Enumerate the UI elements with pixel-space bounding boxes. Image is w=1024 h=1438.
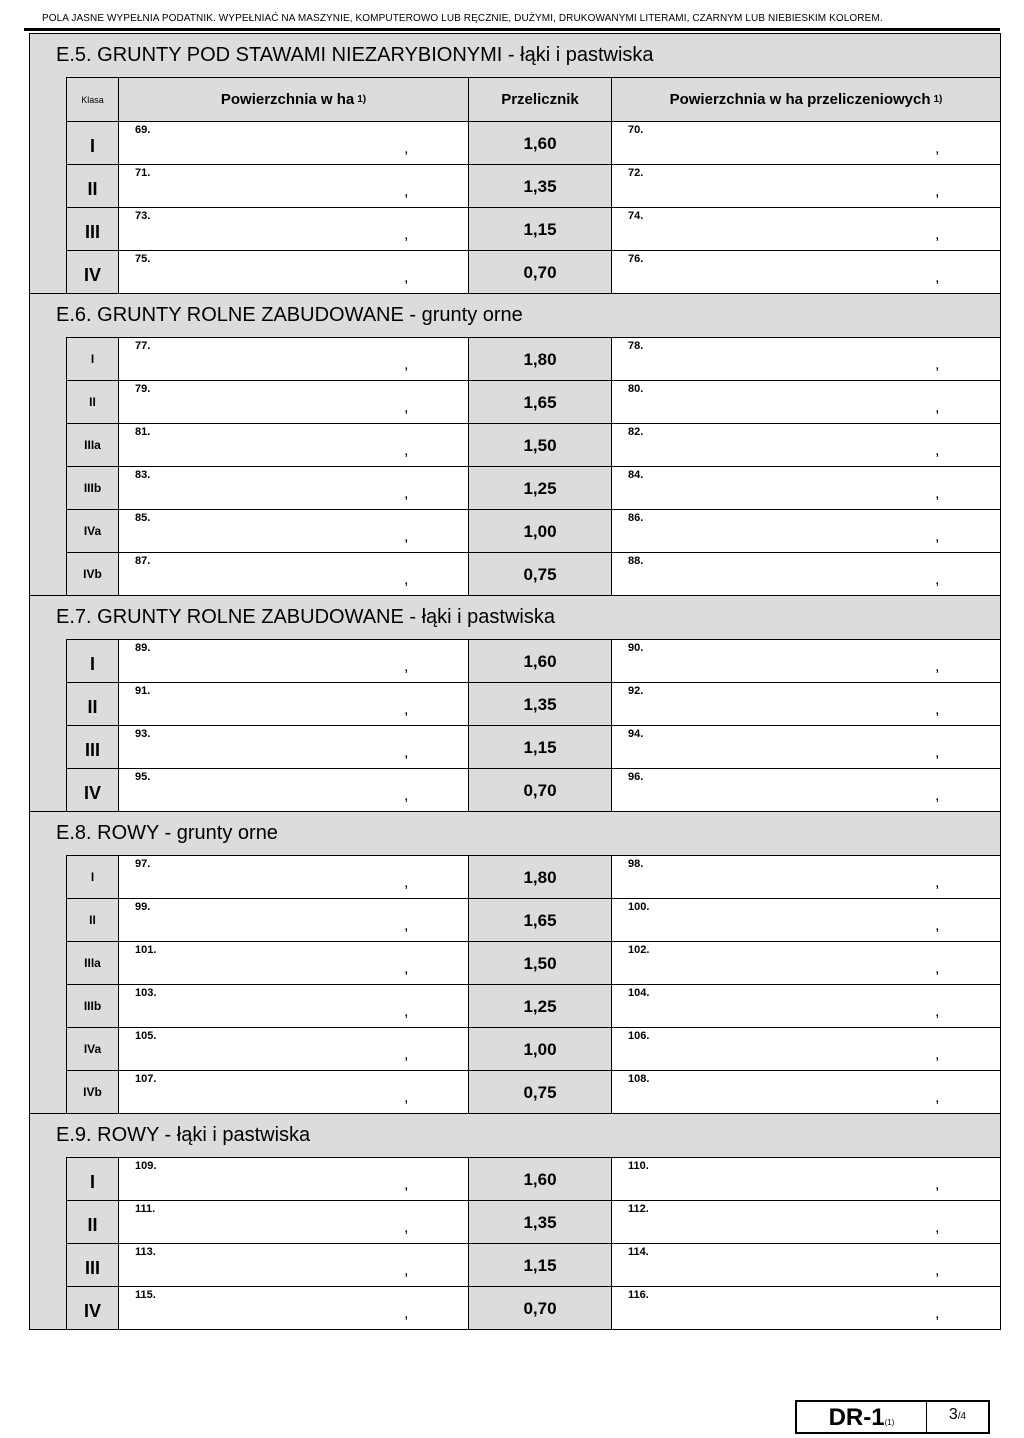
form-part-e <box>29 33 1001 1330</box>
decimal-separator: , <box>404 658 409 675</box>
field-number: 111. <box>135 1203 156 1215</box>
table-row <box>67 380 1000 423</box>
conversion-factor: 1,35 <box>469 1201 612 1243</box>
field-number: 82. <box>628 426 644 438</box>
decimal-separator: , <box>935 269 940 286</box>
converted-area-input-field[interactable] <box>612 769 1000 811</box>
field-number: 77. <box>135 340 151 352</box>
converted-area-input-field[interactable] <box>612 1071 1000 1113</box>
area-input-field[interactable] <box>119 1071 469 1113</box>
decimal-separator: , <box>935 571 940 588</box>
soil-class: IVa <box>67 1028 119 1070</box>
decimal-separator: , <box>935 874 940 891</box>
field-number: 70. <box>628 124 644 136</box>
field-number: 96. <box>628 771 644 783</box>
section-table <box>67 639 1000 811</box>
soil-class: II <box>67 899 119 941</box>
area-input-field[interactable] <box>119 856 469 898</box>
conversion-factor: 0,75 <box>469 1071 612 1113</box>
section-body <box>30 1157 1000 1329</box>
field-number: 108. <box>628 1073 650 1085</box>
decimal-separator: , <box>935 1305 940 1322</box>
page-total: /4 <box>957 1411 967 1422</box>
field-number: 114. <box>628 1246 649 1258</box>
decimal-separator: , <box>935 917 940 934</box>
area-input-field[interactable] <box>119 1201 469 1243</box>
field-number: 105. <box>135 1030 157 1042</box>
soil-class: II <box>67 165 119 207</box>
field-number: 113. <box>135 1246 156 1258</box>
area-input-field[interactable] <box>119 1028 469 1070</box>
table-row <box>67 337 1000 380</box>
soil-class: IV <box>67 769 119 811</box>
decimal-separator: , <box>404 485 409 502</box>
soil-class: I <box>67 640 119 682</box>
field-number: 90. <box>628 642 644 654</box>
decimal-separator: , <box>404 917 409 934</box>
section-indent <box>30 1157 67 1329</box>
decimal-separator: , <box>935 1089 940 1106</box>
section-body <box>30 337 1000 595</box>
section-body <box>30 77 1000 293</box>
conversion-factor: 1,50 <box>469 424 612 466</box>
decimal-separator: , <box>404 528 409 545</box>
form-section <box>30 596 1000 812</box>
decimal-separator: , <box>404 1176 409 1193</box>
table-row <box>67 466 1000 509</box>
decimal-separator: , <box>404 442 409 459</box>
field-number: 94. <box>628 728 644 740</box>
table-row <box>67 1070 1000 1113</box>
decimal-separator: , <box>935 658 940 675</box>
conversion-factor: 1,35 <box>469 165 612 207</box>
converted-area-header-label: Powierzchnia w ha przeliczeniowych <box>669 91 931 108</box>
field-number: 78. <box>628 340 644 352</box>
area-input-field[interactable] <box>119 467 469 509</box>
soil-class: III <box>67 208 119 250</box>
field-number: 86. <box>628 512 644 524</box>
field-number: 104. <box>628 987 650 999</box>
decimal-separator: , <box>404 744 409 761</box>
section-title: E.9. ROWY - łąki i pastwiska <box>30 1114 1000 1157</box>
converted-area-input-field[interactable] <box>612 510 1000 552</box>
converted-area-input-field[interactable] <box>612 165 1000 207</box>
converted-area-input-field[interactable] <box>612 1201 1000 1243</box>
decimal-separator: , <box>935 960 940 977</box>
conversion-factor: 1,00 <box>469 1028 612 1070</box>
converted-area-input-field[interactable] <box>612 553 1000 595</box>
field-number: 106. <box>628 1030 650 1042</box>
decimal-separator: , <box>404 787 409 804</box>
field-number: 97. <box>135 858 151 870</box>
converted-area-input-field[interactable] <box>612 856 1000 898</box>
section-table <box>67 855 1000 1113</box>
conversion-factor: 1,25 <box>469 985 612 1027</box>
converted-area-input-field[interactable] <box>612 122 1000 164</box>
decimal-separator: , <box>935 1176 940 1193</box>
decimal-separator: , <box>404 399 409 416</box>
decimal-separator: , <box>935 399 940 416</box>
decimal-separator: , <box>935 787 940 804</box>
field-number: 98. <box>628 858 644 870</box>
field-number: 74. <box>628 210 644 222</box>
footnote-ref: 1) <box>357 94 367 105</box>
converted-area-header <box>612 78 1000 121</box>
conversion-factor: 1,60 <box>469 1158 612 1200</box>
section-title: E.7. GRUNTY ROLNE ZABUDOWANE - łąki i pastwiska <box>30 596 1000 639</box>
field-number: 75. <box>135 253 151 265</box>
area-input-field[interactable] <box>119 251 469 293</box>
conversion-factor: 0,70 <box>469 769 612 811</box>
area-input-field[interactable] <box>119 899 469 941</box>
table-row <box>67 941 1000 984</box>
soil-class: IV <box>67 1287 119 1329</box>
conversion-factor: 0,75 <box>469 553 612 595</box>
footnote-ref: 1) <box>933 94 943 105</box>
form-section <box>30 294 1000 596</box>
field-number: 95. <box>135 771 151 783</box>
area-header <box>119 78 469 121</box>
field-number: 69. <box>135 124 151 136</box>
soil-class: IVb <box>67 553 119 595</box>
conversion-factor: 0,70 <box>469 251 612 293</box>
conversion-factor: 1,60 <box>469 640 612 682</box>
section-table <box>67 77 1000 293</box>
form-version: (1) <box>884 1418 895 1427</box>
table-row <box>67 1027 1000 1070</box>
area-input-field[interactable] <box>119 553 469 595</box>
field-number: 102. <box>628 944 650 956</box>
table-row <box>67 423 1000 466</box>
form-footer-box <box>795 1400 990 1434</box>
area-input-field[interactable] <box>119 122 469 164</box>
area-input-field[interactable] <box>119 985 469 1027</box>
form-section <box>30 1114 1000 1330</box>
converted-area-input-field[interactable] <box>612 467 1000 509</box>
page-number <box>927 1402 988 1432</box>
conversion-factor: 1,15 <box>469 726 612 768</box>
field-number: 116. <box>628 1289 649 1301</box>
field-number: 84. <box>628 469 644 481</box>
section-indent <box>30 855 67 1113</box>
field-number: 112. <box>628 1203 649 1215</box>
table-row <box>67 207 1000 250</box>
form-code-label: DR-1 <box>828 1404 885 1431</box>
soil-class: IVb <box>67 1071 119 1113</box>
field-number: 92. <box>628 685 644 697</box>
decimal-separator: , <box>404 1089 409 1106</box>
top-divider <box>24 28 1000 31</box>
table-row <box>67 725 1000 768</box>
field-number: 109. <box>135 1160 157 1172</box>
soil-class: II <box>67 1201 119 1243</box>
soil-class: I <box>67 1158 119 1200</box>
converted-area-input-field[interactable] <box>612 338 1000 380</box>
decimal-separator: , <box>935 701 940 718</box>
section-body <box>30 855 1000 1113</box>
area-input-field[interactable] <box>119 510 469 552</box>
field-number: 85. <box>135 512 151 524</box>
conversion-factor: 1,25 <box>469 467 612 509</box>
soil-class: I <box>67 338 119 380</box>
soil-class: I <box>67 856 119 898</box>
field-number: 107. <box>135 1073 157 1085</box>
field-number: 89. <box>135 642 151 654</box>
table-row <box>67 898 1000 941</box>
area-input-field[interactable] <box>119 338 469 380</box>
converted-area-input-field[interactable] <box>612 424 1000 466</box>
section-indent <box>30 639 67 811</box>
table-row <box>67 509 1000 552</box>
field-number: 80. <box>628 383 644 395</box>
conversion-factor: 1,65 <box>469 899 612 941</box>
table-row <box>67 164 1000 207</box>
converted-area-input-field[interactable] <box>612 726 1000 768</box>
conversion-factor: 1,50 <box>469 942 612 984</box>
decimal-separator: , <box>404 1262 409 1279</box>
section-title: E.8. ROWY - grunty orne <box>30 812 1000 855</box>
soil-class: IIIa <box>67 424 119 466</box>
field-number: 79. <box>135 383 151 395</box>
field-number: 73. <box>135 210 151 222</box>
decimal-separator: , <box>935 1003 940 1020</box>
area-input-field[interactable] <box>119 942 469 984</box>
field-number: 103. <box>135 987 157 999</box>
decimal-separator: , <box>404 960 409 977</box>
decimal-separator: , <box>404 183 409 200</box>
converted-area-input-field[interactable] <box>612 640 1000 682</box>
area-input-field[interactable] <box>119 1287 469 1329</box>
decimal-separator: , <box>404 1003 409 1020</box>
converted-area-input-field[interactable] <box>612 1244 1000 1286</box>
table-row <box>67 639 1000 682</box>
area-input-field[interactable] <box>119 769 469 811</box>
soil-class: II <box>67 683 119 725</box>
page-current: 3 <box>948 1406 958 1423</box>
field-number: 93. <box>135 728 151 740</box>
converted-area-input-field[interactable] <box>612 683 1000 725</box>
decimal-separator: , <box>935 226 940 243</box>
soil-class: IIIa <box>67 942 119 984</box>
decimal-separator: , <box>935 356 940 373</box>
decimal-separator: , <box>404 140 409 157</box>
decimal-separator: , <box>935 1262 940 1279</box>
decimal-separator: , <box>935 183 940 200</box>
decimal-separator: , <box>935 442 940 459</box>
field-number: 83. <box>135 469 151 481</box>
decimal-separator: , <box>404 1219 409 1236</box>
table-row <box>67 855 1000 898</box>
section-body <box>30 639 1000 811</box>
section-title: E.6. GRUNTY ROLNE ZABUDOWANE - grunty orne <box>30 294 1000 337</box>
converted-area-input-field[interactable] <box>612 251 1000 293</box>
decimal-separator: , <box>404 571 409 588</box>
field-number: 88. <box>628 555 644 567</box>
table-row <box>67 552 1000 595</box>
converted-area-input-field[interactable] <box>612 1287 1000 1329</box>
table-row <box>67 121 1000 164</box>
section-table <box>67 337 1000 595</box>
table-row <box>67 768 1000 811</box>
area-input-field[interactable] <box>119 683 469 725</box>
table-row <box>67 984 1000 1027</box>
table-row <box>67 1286 1000 1329</box>
decimal-separator: , <box>935 140 940 157</box>
table-row <box>67 1157 1000 1200</box>
converted-area-input-field[interactable] <box>612 208 1000 250</box>
decimal-separator: , <box>935 1046 940 1063</box>
area-input-field[interactable] <box>119 726 469 768</box>
decimal-separator: , <box>935 1219 940 1236</box>
conversion-factor: 1,35 <box>469 683 612 725</box>
conversion-factor: 1,80 <box>469 856 612 898</box>
section-title: E.5. GRUNTY POD STAWAMI NIEZARYBIONYMI - łąki i pastwiska <box>30 34 1000 77</box>
soil-class: I <box>67 122 119 164</box>
area-input-field[interactable] <box>119 1244 469 1286</box>
conversion-factor: 0,70 <box>469 1287 612 1329</box>
conversion-factor: 1,15 <box>469 208 612 250</box>
form-section <box>30 812 1000 1114</box>
area-input-field[interactable] <box>119 640 469 682</box>
decimal-separator: , <box>935 485 940 502</box>
soil-class: III <box>67 1244 119 1286</box>
conversion-factor: 1,60 <box>469 122 612 164</box>
section-table <box>67 1157 1000 1329</box>
field-number: 110. <box>628 1160 649 1172</box>
converted-area-input-field[interactable] <box>612 985 1000 1027</box>
converted-area-input-field[interactable] <box>612 1028 1000 1070</box>
soil-class: III <box>67 726 119 768</box>
soil-class: II <box>67 381 119 423</box>
table-row <box>67 682 1000 725</box>
decimal-separator: , <box>404 269 409 286</box>
decimal-separator: , <box>404 226 409 243</box>
decimal-separator: , <box>404 1046 409 1063</box>
field-number: 91. <box>135 685 151 697</box>
converted-area-input-field[interactable] <box>612 381 1000 423</box>
soil-class: IIIb <box>67 985 119 1027</box>
decimal-separator: , <box>404 1305 409 1322</box>
area-header-label: Powierzchnia w ha <box>220 91 355 108</box>
converted-area-input-field[interactable] <box>612 942 1000 984</box>
decimal-separator: , <box>935 744 940 761</box>
field-number: 99. <box>135 901 151 913</box>
soil-class: IVa <box>67 510 119 552</box>
field-number: 100. <box>628 901 650 913</box>
field-number: 76. <box>628 253 644 265</box>
soil-class: IV <box>67 251 119 293</box>
field-number: 81. <box>135 426 151 438</box>
converted-area-input-field[interactable] <box>612 1158 1000 1200</box>
table-row <box>67 1243 1000 1286</box>
decimal-separator: , <box>404 701 409 718</box>
table-header-row <box>67 77 1000 121</box>
conversion-factor: 1,80 <box>469 338 612 380</box>
converted-area-input-field[interactable] <box>612 899 1000 941</box>
conversion-factor: 1,65 <box>469 381 612 423</box>
field-number: 115. <box>135 1289 156 1301</box>
instruction-note: POLA JASNE WYPEŁNIA PODATNIK. WYPEŁNIAĆ NA MASZYNIE, KOMPUTEROWO LUB RĘCZNIE, DUŻYMI, DRUKOWANYMI LITERAMI, CZARNYM LUB NIEBIESKIM KOLOREM. <box>42 13 883 24</box>
form-code <box>797 1402 927 1432</box>
area-input-field[interactable] <box>119 165 469 207</box>
field-number: 72. <box>628 167 644 179</box>
conversion-factor: 1,15 <box>469 1244 612 1286</box>
field-number: 71. <box>135 167 151 179</box>
form-section <box>30 34 1000 294</box>
section-indent <box>30 77 67 293</box>
klasa-header: Klasa <box>67 78 119 121</box>
decimal-separator: , <box>404 356 409 373</box>
soil-class: IIIb <box>67 467 119 509</box>
area-input-field[interactable] <box>119 424 469 466</box>
table-row <box>67 1200 1000 1243</box>
section-indent <box>30 337 67 595</box>
area-input-field[interactable] <box>119 1158 469 1200</box>
table-row <box>67 250 1000 293</box>
field-number: 87. <box>135 555 151 567</box>
area-input-field[interactable] <box>119 208 469 250</box>
decimal-separator: , <box>935 528 940 545</box>
conversion-factor: 1,00 <box>469 510 612 552</box>
conversion-header: Przelicznik <box>469 78 612 121</box>
decimal-separator: , <box>404 874 409 891</box>
area-input-field[interactable] <box>119 381 469 423</box>
field-number: 101. <box>135 944 157 956</box>
